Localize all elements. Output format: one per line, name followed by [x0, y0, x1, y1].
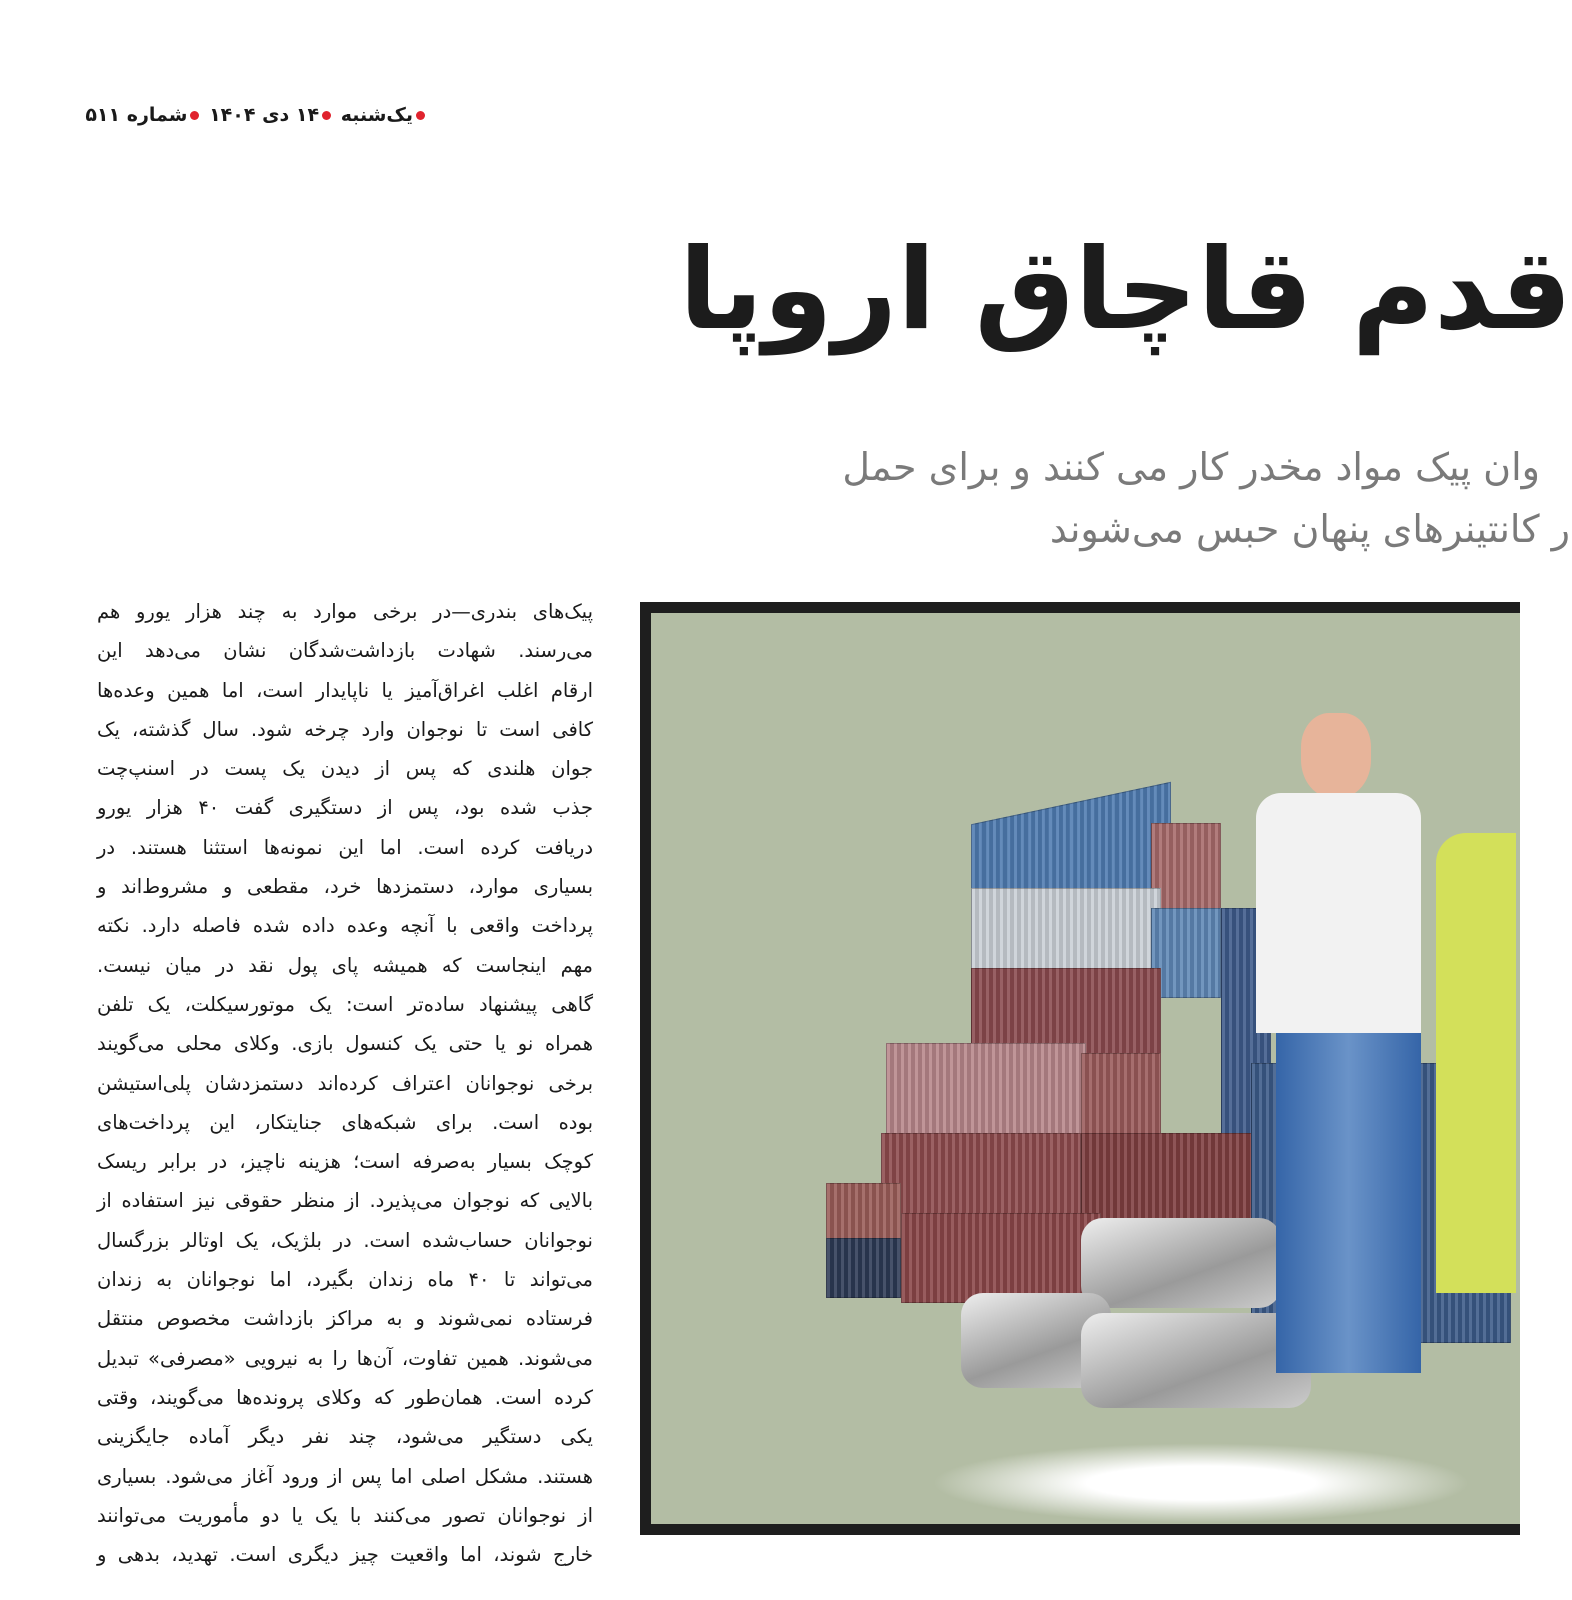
body-line: بالایی که نوجوان می‌پذیرد. از منظر حقوقی نیز استفاده از: [97, 1189, 593, 1213]
body-line: می‌شوند. همین تفاوت، آن‌ها را به نیرویی «مصرفی» تبدیل: [97, 1346, 593, 1370]
body-line: پرداخت واقعی با آنچه وعده داده شده فاصله دارد. نکته: [97, 914, 593, 938]
subtitle-line: ر کانتینرهای پنهان حبس می‌شوند: [1049, 507, 1570, 551]
person-image: [1436, 833, 1516, 1293]
body-line: هستند. مشکل اصلی اما پس از ورود آغاز می‌شود. بسیاری: [97, 1464, 593, 1488]
container-image: [971, 888, 1161, 978]
body-line: کافی است تا نوجوان وارد چرخه شود. سال گذشته، یک: [97, 717, 593, 741]
body-line: کرده است. همان‌طور که وکلای پرونده‌ها می‌گویند، وقتی: [97, 1385, 593, 1409]
body-line: گاهی پیشنهاد ساده‌تر است: یک موتورسیکلت، یک تلفن: [97, 992, 593, 1016]
body-line: از نوجوانان تصور می‌کنند با یک یا دو مأموریت می‌توانند: [97, 1503, 593, 1527]
body-line: بوده است. برای شبکه‌های جنایتکار، این پرداخت‌های: [97, 1110, 593, 1134]
container-image: [1081, 1133, 1271, 1223]
container-image: [1151, 908, 1221, 998]
container-image: [1151, 823, 1221, 913]
body-line: پیک‌های بندری—در برخی موارد به چند هزار یورو هم: [97, 600, 593, 623]
red-dot-icon: [190, 111, 199, 120]
container-image: [826, 1183, 901, 1243]
body-line: کوچک بسیار به‌صرفه است؛ هزینه ناچیز، در برابر ریسک: [97, 1150, 593, 1174]
body-line: می‌تواند تا ۴۰ ماه زندان بگیرد، اما نوجوانان به زندان: [97, 1268, 594, 1292]
day-label: یک‌شنبه: [340, 104, 413, 126]
article-title: قدم قاچاق اروپا: [679, 225, 1572, 355]
subtitle-line: وان پیک مواد مخدر کار می کنند و برای حمل: [842, 445, 1540, 489]
issue-header: [85, 104, 428, 126]
container-image: [826, 1238, 901, 1298]
body-line: برخی نوجوانان اعتراف کرده‌اند دستمزدشان پلی‌استیشن: [97, 1071, 593, 1095]
article-photo: [640, 602, 1520, 1535]
body-line: همراه نو یا حتی یک کنسول بازی. وکلای محلی می‌گویند: [97, 1032, 593, 1056]
container-image: [881, 1133, 1081, 1223]
body-line: بسیاری موارد، دستمزدها خرد، مقطعی و مشروط‌اند و: [97, 875, 593, 899]
body-line: مهم اینجاست که همیشه پای پول نقد در میان نیست.: [97, 953, 593, 977]
person-image: [1276, 1033, 1421, 1373]
body-line: یکی دستگیر می‌شود، چند نفر دیگر آماده جایگزینی: [97, 1425, 593, 1449]
date-label: ۱۴ دی ۱۴۰۴: [209, 104, 320, 126]
package-image: [1081, 1218, 1281, 1308]
powder-image: [931, 1443, 1471, 1523]
body-line: فرستاده نمی‌شوند و به مراکز بازداشت مخصوص منتقل: [97, 1307, 593, 1331]
red-dot-icon: [322, 111, 331, 120]
body-line: نوجوانان حساب‌شده است. در بلژیک، یک اوتالر بزرگسال: [97, 1228, 593, 1252]
article-subtitle: [842, 436, 1570, 560]
body-line: خارج شوند، اما واقعیت چیز دیگری است. تهدید، بدهی و: [97, 1543, 593, 1567]
body-line: می‌رسند. شهادت بازداشت‌شدگان نشان می‌دهد این: [97, 639, 593, 663]
red-dot-icon: [416, 111, 425, 120]
body-line: دریافت کرده است. اما این نمونه‌ها استثنا هستند. در: [97, 835, 593, 859]
body-line: جوان هلندی که پس از دیدن یک پست در اسنپ‌چت: [97, 757, 593, 781]
person-image: [1301, 713, 1371, 798]
body-line: جذب شده بود، پس از دستگیری گفت ۴۰ هزار یورو: [97, 796, 594, 820]
container-image: [901, 1213, 1101, 1303]
person-image: [1256, 793, 1421, 1033]
article-body: [97, 592, 593, 1574]
issue-number: شماره ۵۱۱: [85, 104, 188, 126]
body-line: ارقام اغلب اغراق‌آمیز یا ناپایدار است، اما همین وعده‌ها: [97, 678, 593, 702]
